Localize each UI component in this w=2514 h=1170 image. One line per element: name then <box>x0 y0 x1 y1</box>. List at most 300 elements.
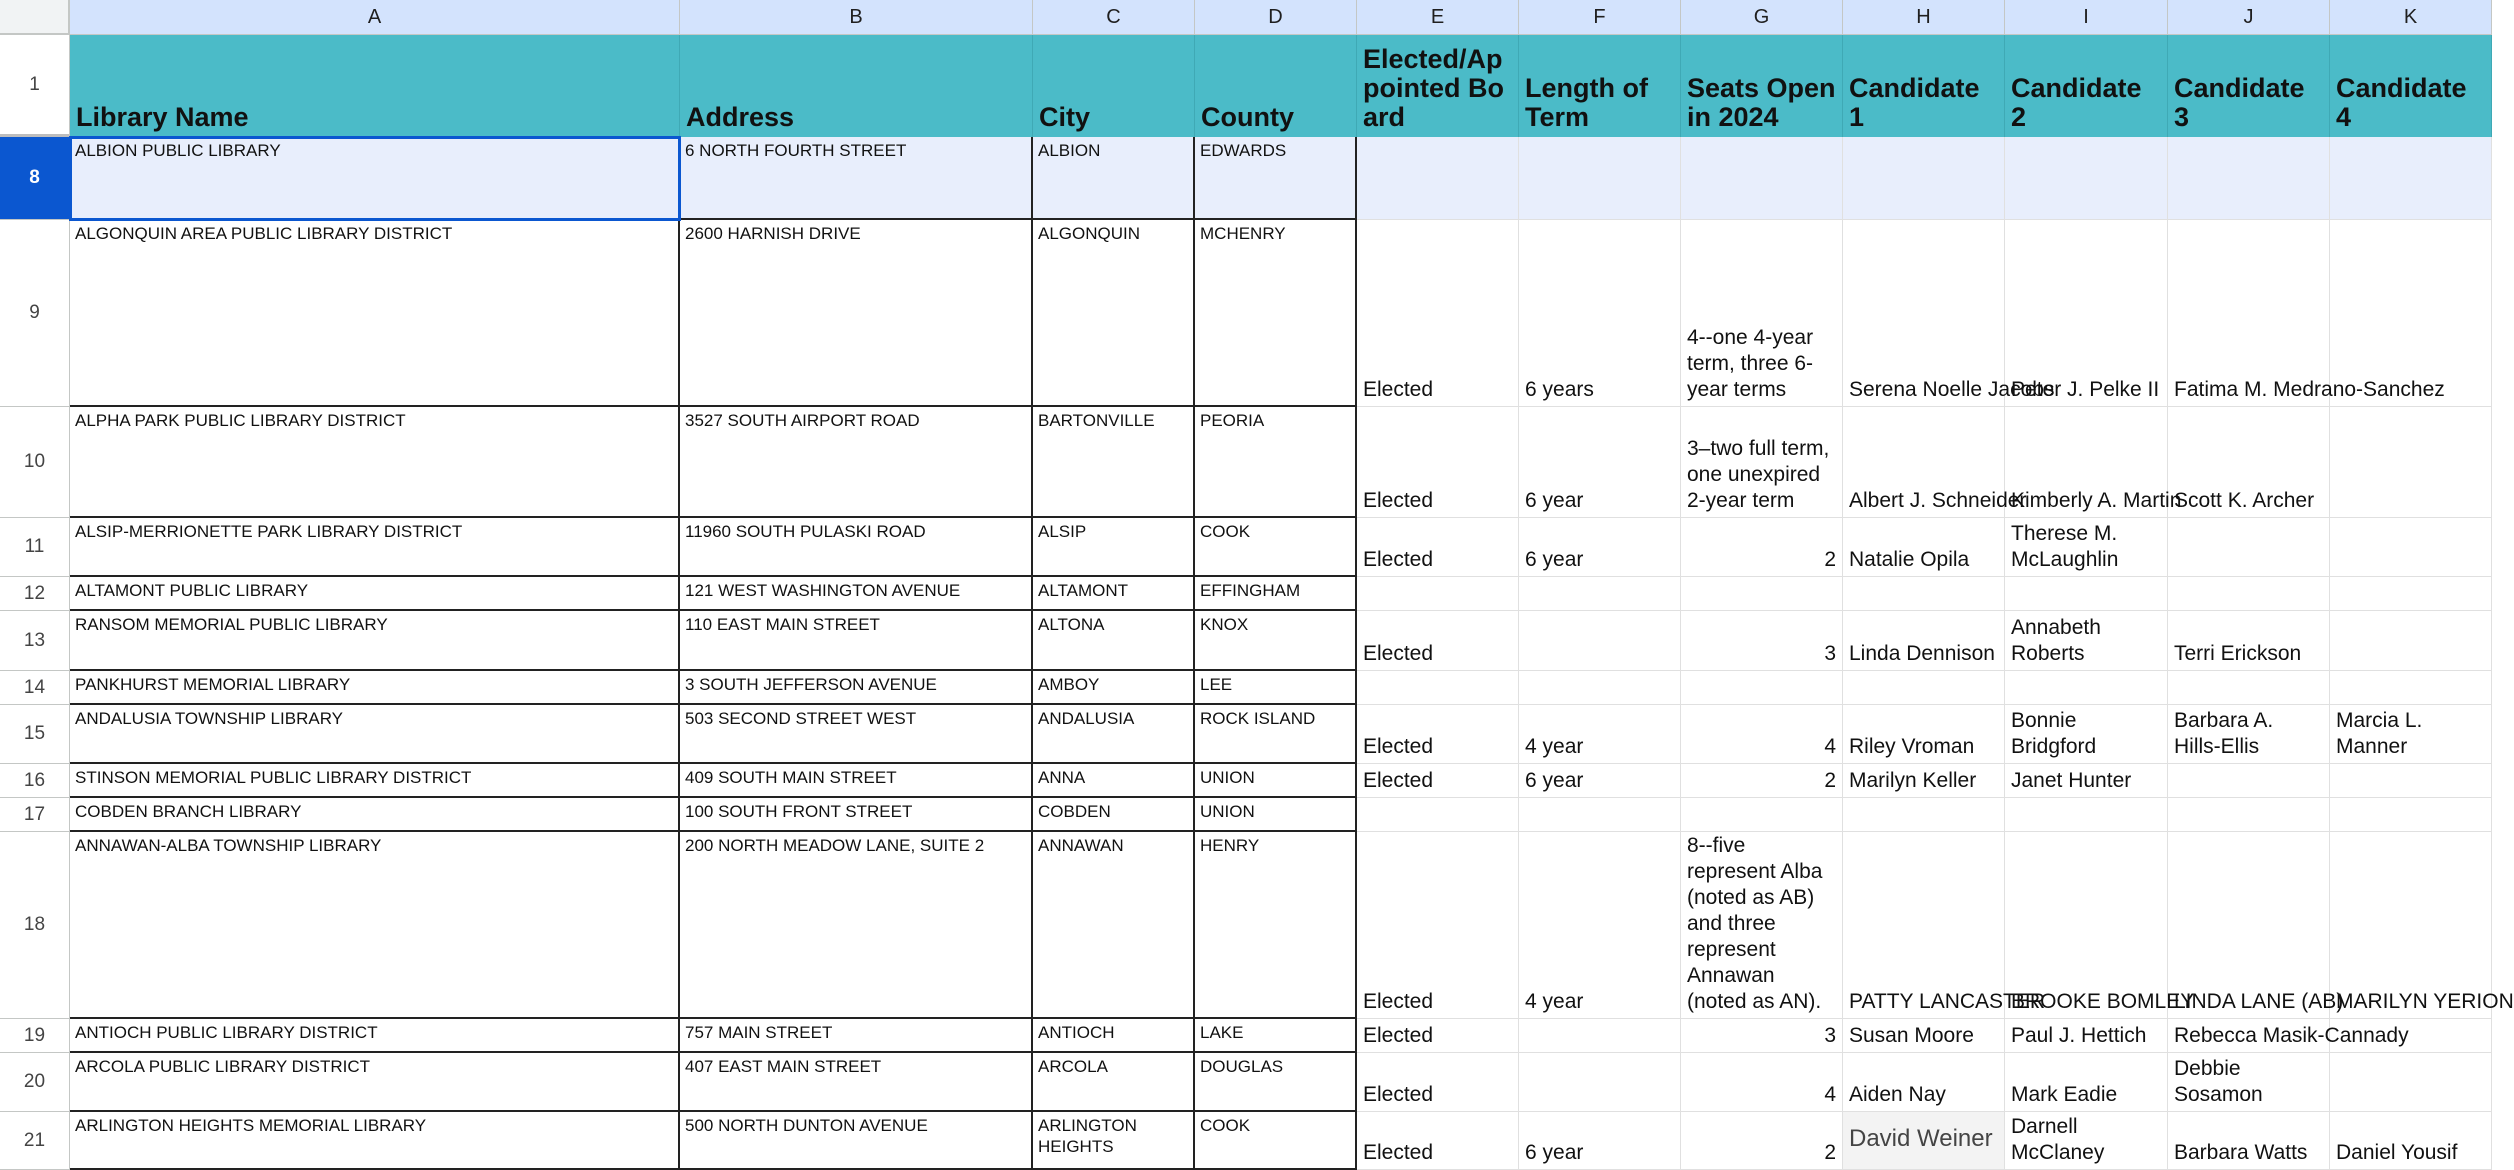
cell-e12[interactable] <box>1357 577 1519 611</box>
cell-d10[interactable] <box>1195 407 1357 518</box>
cell-h16[interactable] <box>1843 764 2005 798</box>
cell-j12[interactable] <box>2168 577 2330 611</box>
cell-value: Fatima M. Medrano-Sanchez <box>2174 378 2445 401</box>
cell-d16[interactable] <box>1195 764 1357 798</box>
cell-k8[interactable] <box>2330 137 2492 220</box>
cell-a8[interactable] <box>70 137 680 220</box>
cell-g19[interactable] <box>1681 1019 1843 1053</box>
cell-b11[interactable] <box>680 518 1033 577</box>
cell-k11[interactable] <box>2330 518 2492 577</box>
header-label: Library Name <box>76 102 249 132</box>
cell-e13[interactable] <box>1357 611 1519 671</box>
cell-k16[interactable] <box>2330 764 2492 798</box>
cell-e18[interactable] <box>1357 832 1519 1019</box>
cell-h13[interactable] <box>1843 611 2005 671</box>
cell-e17[interactable] <box>1357 798 1519 832</box>
cell-g15[interactable] <box>1681 705 1843 764</box>
row-header-13[interactable]: 13 <box>0 611 70 671</box>
cell-i19[interactable] <box>2005 1019 2168 1053</box>
cell-value: Barbara A. Hills-Ellis <box>2174 709 2274 758</box>
header-label: Candidate 1 <box>1849 73 1980 132</box>
cell-b12[interactable] <box>680 577 1033 611</box>
column-header-d[interactable]: D <box>1195 0 1357 35</box>
cell-value: Elected <box>1363 548 1434 571</box>
cell-value: PEORIA <box>1200 411 1265 430</box>
cell-d21[interactable] <box>1195 1112 1357 1170</box>
cell-i20[interactable] <box>2005 1053 2168 1112</box>
cell-g17[interactable] <box>1681 798 1843 832</box>
cell-h17[interactable] <box>1843 798 2005 832</box>
row-header-19[interactable]: 19 <box>0 1019 70 1053</box>
cell-value: ANNAWAN <box>1038 836 1124 855</box>
cell-value: COBDEN <box>1038 802 1111 821</box>
cell-value: 409 SOUTH MAIN STREET <box>685 768 897 787</box>
cell-e10[interactable] <box>1357 407 1519 518</box>
row-header-21[interactable]: 21 <box>0 1112 70 1170</box>
cell-h14[interactable] <box>1843 671 2005 705</box>
cell-c12[interactable] <box>1033 577 1195 611</box>
cell-value: ARCOLA PUBLIC LIBRARY DISTRICT <box>75 1057 371 1076</box>
cell-j17[interactable] <box>2168 798 2330 832</box>
cell-h8[interactable] <box>1843 137 2005 220</box>
cell-k10[interactable] <box>2330 407 2492 518</box>
cell-i16[interactable] <box>2005 764 2168 798</box>
column-header-c[interactable]: C <box>1033 0 1195 35</box>
header-cell-h[interactable] <box>1843 35 2005 137</box>
cell-c11[interactable] <box>1033 518 1195 577</box>
header-cell-e[interactable] <box>1357 35 1519 137</box>
column-header-i[interactable]: I <box>2005 0 2168 35</box>
cell-value: Annabeth Roberts <box>2011 616 2101 665</box>
header-label: Candidate 2 <box>2011 73 2142 132</box>
cell-b13[interactable] <box>680 611 1033 671</box>
cell-d8[interactable] <box>1195 137 1357 220</box>
cell-value: 6 year <box>1525 548 1584 571</box>
cell-h10[interactable] <box>1843 407 2027 518</box>
cell-c10[interactable] <box>1033 407 1195 518</box>
cell-d14[interactable] <box>1195 671 1357 705</box>
cell-f13[interactable] <box>1519 611 1681 671</box>
cell-value: 4 <box>1824 735 1836 758</box>
cell-value: COOK <box>1200 522 1251 541</box>
cell-value: Peter J. Pelke II <box>2011 378 2160 401</box>
cell-value: Elected <box>1363 378 1434 401</box>
cell-value: Elected <box>1363 1083 1434 1106</box>
cell-a15[interactable] <box>70 705 680 764</box>
cell-value: Scott K. Archer <box>2174 489 2315 512</box>
cell-g13[interactable] <box>1681 611 1843 671</box>
cell-b19[interactable] <box>680 1019 1033 1053</box>
cell-value: Elected <box>1363 1141 1434 1164</box>
cell-value: Barbara Watts <box>2174 1141 2308 1164</box>
cell-value: Mark Eadie <box>2011 1083 2118 1106</box>
cell-value: 2 <box>1824 1141 1836 1164</box>
cell-f16[interactable] <box>1519 764 1681 798</box>
cell-e14[interactable] <box>1357 671 1519 705</box>
cell-b17[interactable] <box>680 798 1033 832</box>
cell-value: 8--five represent Alba (noted as AB) and three represent Annawan (noted as AN). <box>1687 834 1823 1013</box>
cell-value: 4 year <box>1525 735 1584 758</box>
cell-i11[interactable] <box>2005 518 2168 577</box>
row-header-16[interactable]: 16 <box>0 764 70 798</box>
cell-j18[interactable] <box>2168 832 2344 1019</box>
row-header-1[interactable]: 1 <box>0 35 70 137</box>
cell-a19[interactable] <box>70 1019 680 1053</box>
cell-value: 6 year <box>1525 1141 1584 1164</box>
cell-b16[interactable] <box>680 764 1033 798</box>
cell-value: 11960 SOUTH PULASKI ROAD <box>685 522 926 541</box>
cell-value: ALTONA <box>1038 615 1105 634</box>
cell-value: UNION <box>1200 802 1255 821</box>
cell-value: ANNA <box>1038 768 1086 787</box>
row-header-12[interactable]: 12 <box>0 577 70 611</box>
row-header-8[interactable]: 8 <box>0 137 70 220</box>
cell-value: MARILYN YERION <box>2336 990 2514 1013</box>
cell-j21[interactable] <box>2168 1112 2330 1170</box>
header-label: Seats Open in 2024 <box>1687 73 1836 132</box>
cell-b18[interactable] <box>680 832 1033 1019</box>
header-cell-k[interactable] <box>2330 35 2492 137</box>
cell-j8[interactable] <box>2168 137 2330 220</box>
cell-value: 4--one 4-year term, three 6-year terms <box>1687 326 1814 401</box>
cell-j19[interactable] <box>2168 1019 2409 1053</box>
cell-d13[interactable] <box>1195 611 1357 671</box>
cell-j13[interactable] <box>2168 611 2330 671</box>
cell-j11[interactable] <box>2168 518 2330 577</box>
cell-value: Bonnie Bridgford <box>2011 709 2097 758</box>
cell-e19[interactable] <box>1357 1019 1519 1053</box>
cell-value: Serena Noelle Jacobs <box>1849 378 2055 401</box>
cell-value: ARLINGTON HEIGHTS <box>1038 1116 1137 1156</box>
cell-g11[interactable] <box>1681 518 1843 577</box>
cell-j20[interactable] <box>2168 1053 2330 1112</box>
header-cell-f[interactable] <box>1519 35 1681 137</box>
cell-b8[interactable] <box>680 137 1033 220</box>
cell-i10[interactable] <box>2005 407 2182 518</box>
cell-i17[interactable] <box>2005 798 2168 832</box>
cell-d18[interactable] <box>1195 832 1357 1019</box>
cell-e11[interactable] <box>1357 518 1519 577</box>
cell-value: Elected <box>1363 990 1434 1013</box>
row-header-14[interactable]: 14 <box>0 671 70 705</box>
cell-value: EFFINGHAM <box>1200 581 1301 600</box>
row-header-17[interactable]: 17 <box>0 798 70 832</box>
cell-value: ROCK ISLAND <box>1200 709 1316 728</box>
cell-b10[interactable] <box>680 407 1033 518</box>
cell-f10[interactable] <box>1519 407 1681 518</box>
cell-b20[interactable] <box>680 1053 1033 1112</box>
cell-a11[interactable] <box>70 518 680 577</box>
cell-value: LAKE <box>1200 1023 1244 1042</box>
cell-value: Darnell McClaney <box>2011 1115 2105 1164</box>
cell-d12[interactable] <box>1195 577 1357 611</box>
cell-h21[interactable] <box>1843 1112 2005 1170</box>
cell-value: David Weiner <box>1849 1125 1993 1152</box>
cell-value: Debbie Sosamon <box>2174 1057 2263 1106</box>
cell-value: Elected <box>1363 735 1434 758</box>
cell-h12[interactable] <box>1843 577 2005 611</box>
cell-value: Kimberly A. Martin <box>2011 489 2182 512</box>
cell-d19[interactable] <box>1195 1019 1357 1053</box>
cell-c20[interactable] <box>1033 1053 1195 1112</box>
column-header-j[interactable]: J <box>2168 0 2330 35</box>
cell-a10[interactable] <box>70 407 680 518</box>
cell-d11[interactable] <box>1195 518 1357 577</box>
header-cell-g[interactable] <box>1681 35 1843 137</box>
cell-a21[interactable] <box>70 1112 680 1170</box>
cell-value: ALSIP-MERRIONETTE PARK LIBRARY DISTRICT <box>75 522 463 541</box>
cell-b9[interactable] <box>680 220 1033 407</box>
cell-value: ALBION PUBLIC LIBRARY <box>75 141 281 160</box>
cell-b15[interactable] <box>680 705 1033 764</box>
cell-value: ALGONQUIN <box>1038 224 1141 243</box>
cell-value: 110 EAST MAIN STREET <box>685 615 880 634</box>
cell-value: 4 <box>1824 1083 1836 1106</box>
cell-h9[interactable] <box>1843 220 2055 407</box>
cell-value: 200 NORTH MEADOW LANE, SUITE 2 <box>685 836 985 855</box>
cell-f12[interactable] <box>1519 577 1681 611</box>
header-label: Length of Term <box>1525 73 1648 132</box>
cell-i15[interactable] <box>2005 705 2168 764</box>
cell-c16[interactable] <box>1033 764 1195 798</box>
cell-h11[interactable] <box>1843 518 2005 577</box>
cell-k20[interactable] <box>2330 1053 2492 1112</box>
cell-h20[interactable] <box>1843 1053 2005 1112</box>
cell-d9[interactable] <box>1195 220 1357 407</box>
cell-k14[interactable] <box>2330 671 2492 705</box>
cell-j15[interactable] <box>2168 705 2330 764</box>
cell-k13[interactable] <box>2330 611 2492 671</box>
cell-value: Therese M. McLaughlin <box>2011 522 2119 571</box>
cell-value: ALTAMONT PUBLIC LIBRARY <box>75 581 309 600</box>
cell-i12[interactable] <box>2005 577 2168 611</box>
cell-value: Susan Moore <box>1849 1024 1974 1047</box>
cell-value: 2 <box>1824 769 1836 792</box>
cell-value: 3–two full term, one unexpired 2-year term <box>1687 437 1830 512</box>
cell-i18[interactable] <box>2005 832 2195 1019</box>
cell-value: 6 NORTH FOURTH STREET <box>685 141 907 160</box>
cell-c8[interactable] <box>1033 137 1195 220</box>
cell-f19[interactable] <box>1519 1019 1681 1053</box>
header-cell-d[interactable] <box>1195 35 1357 137</box>
cell-g8[interactable] <box>1681 137 1843 220</box>
cell-a9[interactable] <box>70 220 680 407</box>
cell-g14[interactable] <box>1681 671 1843 705</box>
cell-i13[interactable] <box>2005 611 2168 671</box>
cell-value: Linda Dennison <box>1849 642 1995 665</box>
cell-value: 500 NORTH DUNTON AVENUE <box>685 1116 928 1135</box>
cell-value: 2600 HARNISH DRIVE <box>685 224 861 243</box>
cell-c13[interactable] <box>1033 611 1195 671</box>
cell-value: STINSON MEMORIAL PUBLIC LIBRARY DISTRICT <box>75 768 472 787</box>
cell-value: Rebecca Masik-Cannady <box>2174 1024 2409 1047</box>
header-cell-c[interactable] <box>1033 35 1195 137</box>
cell-k12[interactable] <box>2330 577 2492 611</box>
row-header-18[interactable]: 18 <box>0 832 70 1019</box>
cell-value: BARTONVILLE <box>1038 411 1155 430</box>
cell-f21[interactable] <box>1519 1112 1681 1170</box>
cell-value: LEE <box>1200 675 1233 694</box>
cell-value: Elected <box>1363 642 1434 665</box>
cell-c19[interactable] <box>1033 1019 1195 1053</box>
row-header-15[interactable]: 15 <box>0 705 70 764</box>
cell-f15[interactable] <box>1519 705 1681 764</box>
cell-a18[interactable] <box>70 832 680 1019</box>
column-header-a[interactable]: A <box>70 0 680 35</box>
cell-value: COBDEN BRANCH LIBRARY <box>75 802 302 821</box>
cell-e20[interactable] <box>1357 1053 1519 1112</box>
cell-c21[interactable] <box>1033 1112 1195 1170</box>
header-cell-b[interactable] <box>680 35 1033 137</box>
cell-e8[interactable] <box>1357 137 1519 220</box>
header-label: Candidate 3 <box>2174 73 2305 132</box>
header-cell-j[interactable] <box>2168 35 2330 137</box>
cell-value: HENRY <box>1200 836 1260 855</box>
cell-value: 407 EAST MAIN STREET <box>685 1057 882 1076</box>
cell-value: AMBOY <box>1038 675 1100 694</box>
cell-j14[interactable] <box>2168 671 2330 705</box>
cell-value: 121 WEST WASHINGTON AVENUE <box>685 581 961 600</box>
cell-g10[interactable] <box>1681 407 1843 518</box>
cell-k18[interactable] <box>2330 832 2514 1019</box>
header-label: Candidate 4 <box>2336 73 2467 132</box>
cell-value: Elected <box>1363 1024 1434 1047</box>
cell-value: 100 SOUTH FRONT STREET <box>685 802 913 821</box>
cell-value: 503 SECOND STREET WEST <box>685 709 917 728</box>
cell-value: 2 <box>1824 548 1836 571</box>
cell-value: 6 year <box>1525 489 1584 512</box>
cell-d17[interactable] <box>1195 798 1357 832</box>
row-header-11[interactable]: 11 <box>0 518 70 577</box>
cell-value: Riley Vroman <box>1849 735 1975 758</box>
cell-value: EDWARDS <box>1200 141 1287 160</box>
cell-i21[interactable] <box>2005 1112 2168 1170</box>
cell-f8[interactable] <box>1519 137 1681 220</box>
cell-i9[interactable] <box>2005 220 2168 407</box>
column-header-b[interactable]: B <box>680 0 1033 35</box>
cell-value: Aiden Nay <box>1849 1083 1946 1106</box>
cell-k17[interactable] <box>2330 798 2492 832</box>
cell-f20[interactable] <box>1519 1053 1681 1112</box>
cell-g20[interactable] <box>1681 1053 1843 1112</box>
cell-value: 6 years <box>1525 378 1594 401</box>
cell-g16[interactable] <box>1681 764 1843 798</box>
cell-value: RANSOM MEMORIAL PUBLIC LIBRARY <box>75 615 388 634</box>
cell-value: ALSIP <box>1038 522 1087 541</box>
cell-value: 3 SOUTH JEFFERSON AVENUE <box>685 675 937 694</box>
cell-value: 3 <box>1824 1024 1836 1047</box>
cell-value: Albert J. Schneider <box>1849 489 2027 512</box>
column-header-h[interactable]: H <box>1843 0 2005 35</box>
cell-value: ALPHA PARK PUBLIC LIBRARY DISTRICT <box>75 411 406 430</box>
cell-value: 757 MAIN STREET <box>685 1023 833 1042</box>
cell-f11[interactable] <box>1519 518 1681 577</box>
cell-d15[interactable] <box>1195 705 1357 764</box>
header-label: Elected/Appointed Board <box>1363 44 1504 132</box>
cell-c17[interactable] <box>1033 798 1195 832</box>
cell-value: ANNAWAN-ALBA TOWNSHIP LIBRARY <box>75 836 382 855</box>
cell-value: ALBION <box>1038 141 1101 160</box>
header-cell-a[interactable] <box>70 35 680 137</box>
cell-value: 6 year <box>1525 769 1584 792</box>
cell-i14[interactable] <box>2005 671 2168 705</box>
cell-value: BROOKE BOMLEY <box>2011 990 2195 1013</box>
cell-h18[interactable] <box>1843 832 2046 1019</box>
cell-a16[interactable] <box>70 764 680 798</box>
cell-h15[interactable] <box>1843 705 2005 764</box>
cell-f18[interactable] <box>1519 832 1681 1019</box>
cell-value: PANKHURST MEMORIAL LIBRARY <box>75 675 351 694</box>
cell-a13[interactable] <box>70 611 680 671</box>
cell-b14[interactable] <box>680 671 1033 705</box>
select-all-corner[interactable] <box>0 0 70 35</box>
cell-value: 3 <box>1824 642 1836 665</box>
cell-f9[interactable] <box>1519 220 1681 407</box>
header-label: County <box>1201 102 1294 132</box>
cell-a12[interactable] <box>70 577 680 611</box>
cell-a17[interactable] <box>70 798 680 832</box>
cell-g9[interactable] <box>1681 220 1843 407</box>
cell-a20[interactable] <box>70 1053 680 1112</box>
cell-c14[interactable] <box>1033 671 1195 705</box>
cell-c15[interactable] <box>1033 705 1195 764</box>
cell-c9[interactable] <box>1033 220 1195 407</box>
cell-value: ALTAMONT <box>1038 581 1129 600</box>
cell-f14[interactable] <box>1519 671 1681 705</box>
cell-value: LINDA LANE (AB) <box>2174 990 2344 1013</box>
cell-value: Janet Hunter <box>2011 769 2132 792</box>
row-header-20[interactable]: 20 <box>0 1053 70 1112</box>
cell-e15[interactable] <box>1357 705 1519 764</box>
cell-j16[interactable] <box>2168 764 2330 798</box>
column-header-f[interactable]: F <box>1519 0 1681 35</box>
cell-e21[interactable] <box>1357 1112 1519 1170</box>
column-header-k[interactable]: K <box>2330 0 2492 35</box>
cell-value: ALGONQUIN AREA PUBLIC LIBRARY DISTRICT <box>75 224 453 243</box>
cell-value: 4 year <box>1525 990 1584 1013</box>
cell-value: ARCOLA <box>1038 1057 1108 1076</box>
header-cell-i[interactable] <box>2005 35 2168 137</box>
cell-e9[interactable] <box>1357 220 1519 407</box>
cell-value: Elected <box>1363 489 1434 512</box>
cell-value: Daniel Yousif <box>2336 1141 2458 1164</box>
cell-b21[interactable] <box>680 1112 1033 1170</box>
cell-a14[interactable] <box>70 671 680 705</box>
cell-g18[interactable] <box>1681 832 1843 1019</box>
cell-i8[interactable] <box>2005 137 2168 220</box>
cell-h19[interactable] <box>1843 1019 2005 1053</box>
cell-value: KNOX <box>1200 615 1249 634</box>
cell-value: ANTIOCH PUBLIC LIBRARY DISTRICT <box>75 1023 378 1042</box>
column-header-e[interactable]: E <box>1357 0 1519 35</box>
cell-value: Paul J. Hettich <box>2011 1024 2147 1047</box>
cell-f17[interactable] <box>1519 798 1681 832</box>
cell-g12[interactable] <box>1681 577 1843 611</box>
cell-j9[interactable] <box>2168 220 2445 407</box>
header-label: City <box>1039 102 1091 132</box>
row-header-9[interactable]: 9 <box>0 220 70 407</box>
cell-k15[interactable] <box>2330 705 2492 764</box>
cell-j10[interactable] <box>2168 407 2330 518</box>
column-header-g[interactable]: G <box>1681 0 1843 35</box>
cell-g21[interactable] <box>1681 1112 1843 1170</box>
cell-value: Natalie Opila <box>1849 548 1970 571</box>
cell-c18[interactable] <box>1033 832 1195 1019</box>
row-header-10[interactable]: 10 <box>0 407 70 518</box>
cell-d20[interactable] <box>1195 1053 1357 1112</box>
cell-k21[interactable] <box>2330 1112 2492 1170</box>
cell-e16[interactable] <box>1357 764 1519 798</box>
